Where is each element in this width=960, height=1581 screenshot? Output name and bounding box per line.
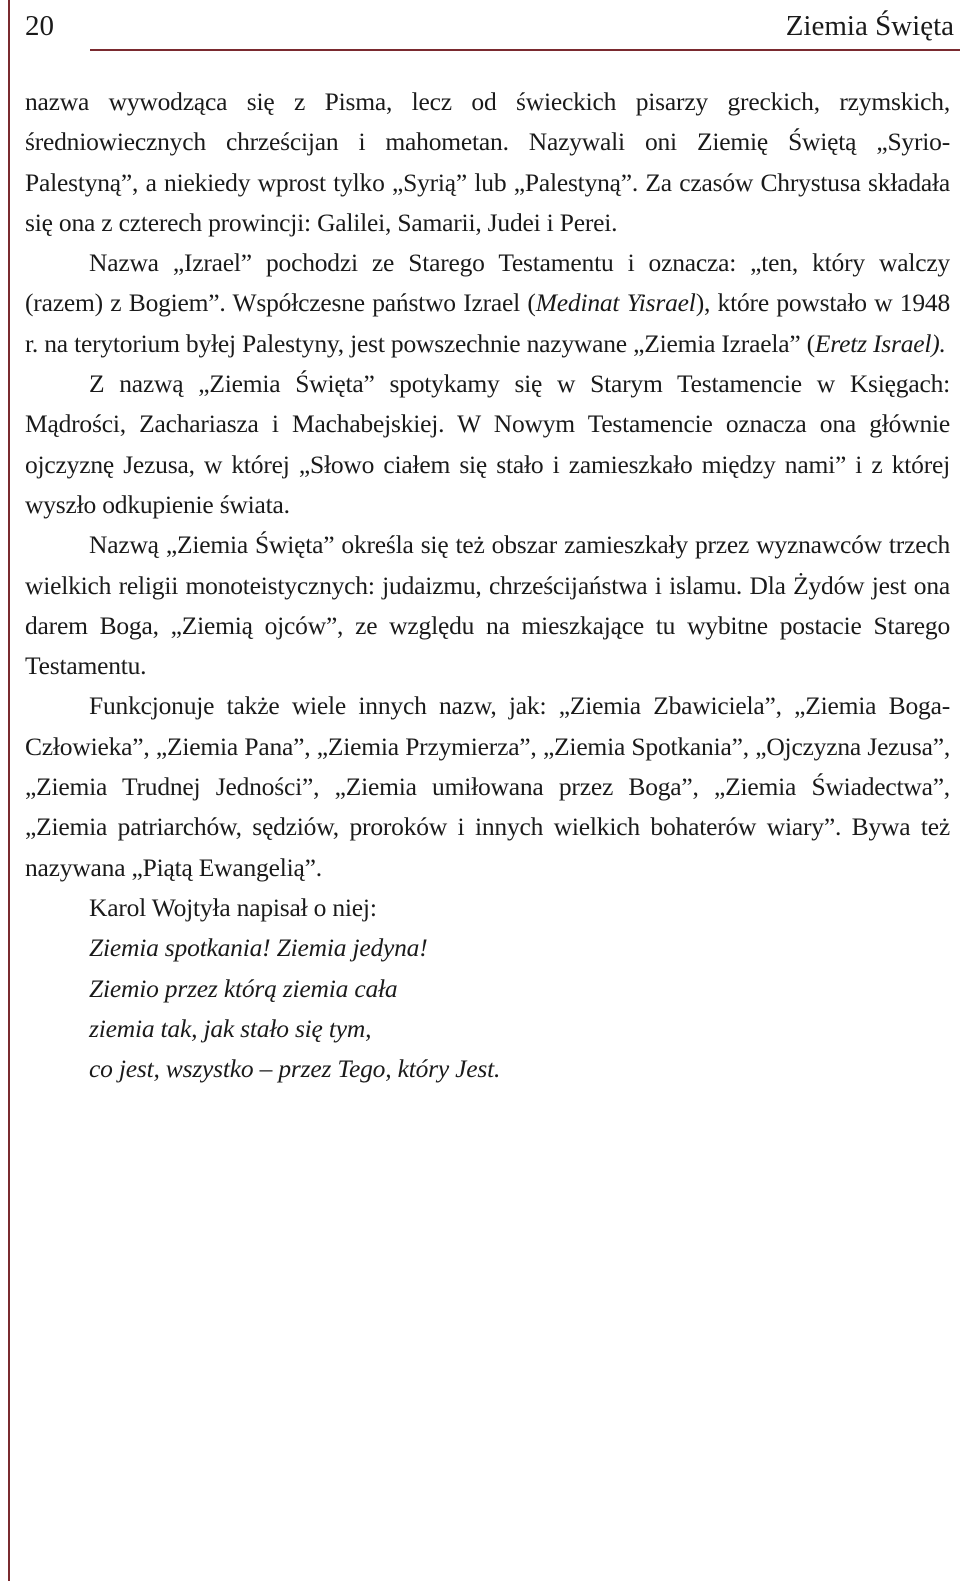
poem-quote [25, 928, 950, 1089]
header-rule [90, 49, 960, 51]
paragraph-2-text-c: ), które powstało w 1948 r. na terytorium byłej Palestyny, jest powszechnie nazywane „Ziemia Izraela” ( [25, 288, 950, 358]
paragraph-2 [25, 243, 950, 364]
paragraph-6: Karol Wojtyła napisał o niej: [89, 892, 377, 922]
body-text [25, 82, 950, 1089]
poem-line: ziemia tak, jak stało się tym, [89, 1013, 372, 1043]
running-title: Ziemia Święta [785, 10, 954, 42]
paragraph-2-italic-eretz: Eretz Israel). [814, 328, 946, 358]
poem-line: Ziemia spotkania! Ziemia jedyna! [89, 933, 428, 963]
left-margin-rule [8, 0, 10, 1581]
poem-line: co jest, wszystko – przez Tego, który Jest. [89, 1054, 501, 1084]
paragraph-5: Funkcjonuje także wiele innych nazw, jak: „Ziemia Zbawiciela”, „Ziemia Boga-Człowieka”, „Ziemia Pana”, „Ziemia Przymierza”, „Ziemia Spotkania”, „Ojczyzna Jezusa”, „Ziemia Trudnej Jedności”, „Ziemia umiłowana przez Boga”, „Ziemia Świadectwa”, „Ziemia patriarchów, sędziów, proroków i innych wielkich bohaterów wiary”. Bywa też nazywana „Piątą Ewangelią”. [25, 691, 950, 882]
page-number: 20 [25, 10, 54, 42]
paragraph-2-italic-medinat: Medinat Yisrael [535, 288, 696, 318]
poem-line: Ziemio przez którą ziemia cała [89, 973, 398, 1003]
paragraph-4: Nazwą „Ziemia Święta” określa się też obszar zamieszkały przez wyznawców trzech wielkich religii monoteistycznych: judaizmu, chrześcijaństwa i islamu. Dla Żydów jest ona darem Boga, „Ziemią ojców”, ze względu na mieszkające tu wybitne postacie Starego Testamentu. [25, 530, 950, 681]
paragraph-3: Z nazwą „Ziemia Święta” spotykamy się w Starym Testamencie w Księgach: Mądrości, Zachariasza i Machabejskiej. W Nowym Testamencie oznacza ona głównie ojczyznę Jezusa, w której „Słowo ciałem się stało i zamieszkało między nami” i z której wyszło odkupienie świata. [25, 369, 950, 519]
paragraph-2-text-a: Nazwa „Izrael” pochodzi ze Starego Testamentu i oznacza: „ten, który walczy (razem) z Bogiem”. Współczesne państwo Izrael ( [25, 248, 950, 318]
paragraph-1: nazwa wywodząca się z Pisma, lecz od świeckich pisarzy greckich, rzymskich, średniowiecznych chrześcijan i mahometan. Nazywali oni Ziemię Świętą „Syrio-Palestyną”, a niekiedy wprost tylko „Syrią” lub „Palestyną”. Za czasów Chrystusa składała się ona z czterech prowincji: Galilei, Samarii, Judei i Perei. [25, 87, 950, 237]
